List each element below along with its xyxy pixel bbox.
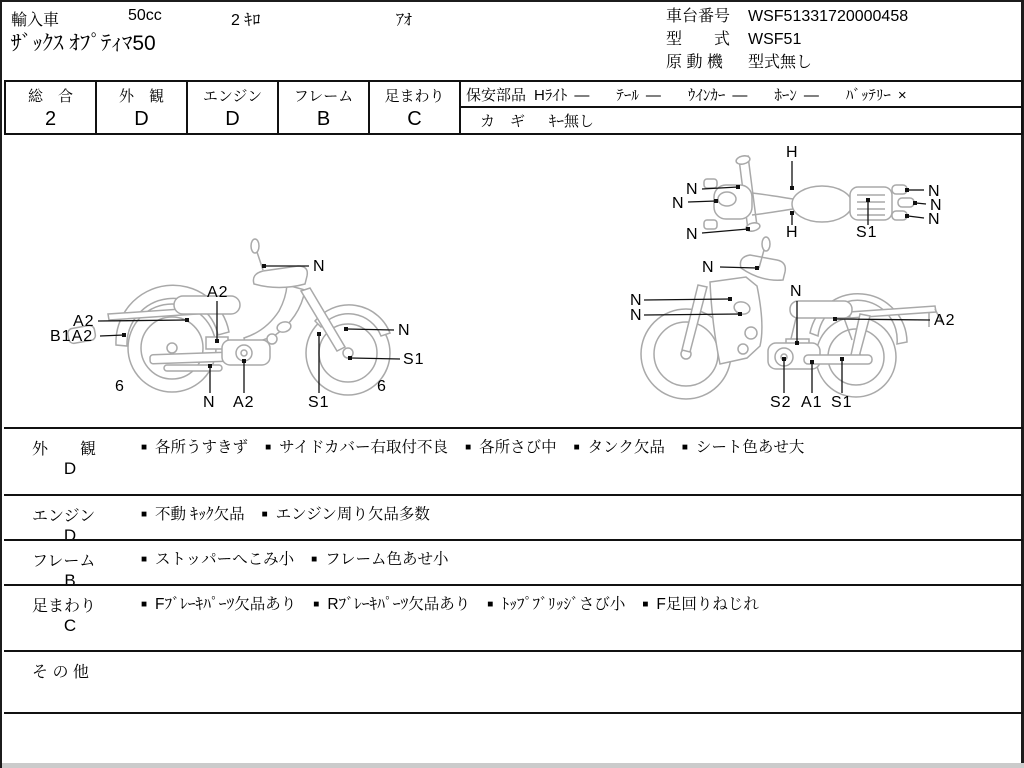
defect-item: ■ 各所うすきず xyxy=(141,439,249,456)
defect-item: ■ ﾄｯﾌﾟﾌﾞﾘｯｼﾞさび小 xyxy=(487,596,626,613)
safety-parts-items xyxy=(534,84,907,105)
grade-value: D xyxy=(225,108,240,130)
section-frame xyxy=(4,539,1023,590)
displacement: 50cc xyxy=(128,7,162,24)
grade-cell-engine xyxy=(188,82,279,133)
bullet-square-icon: ■ xyxy=(141,599,148,610)
safety-part xyxy=(688,84,748,105)
damage-label: N xyxy=(398,322,411,339)
safety-part-name: ﾎｰﾝ xyxy=(774,86,797,104)
model-code-label: 型 式 xyxy=(666,31,731,48)
section-defects xyxy=(141,504,1015,526)
chassis-label: 車台番号 xyxy=(666,8,731,25)
damage-label: N xyxy=(630,307,643,324)
section-label: 足まわり xyxy=(32,598,97,615)
section-defects xyxy=(141,594,1015,616)
safety-part xyxy=(616,84,661,105)
bullet-square-icon: ■ xyxy=(141,442,148,453)
damage-label: S1 xyxy=(831,394,853,411)
damage-label: N xyxy=(928,211,941,228)
grade-label: 足まわり xyxy=(384,88,445,105)
grade-value: C xyxy=(407,108,422,130)
vehicle-id-block xyxy=(666,5,908,74)
damage-label: N xyxy=(930,197,943,214)
engine-line xyxy=(666,51,908,74)
damage-diagram xyxy=(4,135,1023,427)
damage-label: H xyxy=(786,224,799,241)
bullet-square-icon: ■ xyxy=(141,509,148,520)
model-code-line xyxy=(666,28,908,51)
section-grade: C xyxy=(63,616,77,635)
bullet-square-icon: ■ xyxy=(681,442,688,453)
section-label: そ の 他 xyxy=(32,664,89,681)
defect-item: ■ サイドカバー右取付不良 xyxy=(265,439,449,456)
key-status: ｷｰ無し xyxy=(549,113,595,130)
defect-item: ■ フレーム色あせ小 xyxy=(311,551,449,568)
damage-label: B1A2 xyxy=(50,328,94,345)
safety-part-status: ― xyxy=(574,86,590,104)
grade-cell-overall xyxy=(6,82,97,133)
engine-code: 型式無し xyxy=(748,54,813,71)
engine-label: 原 動 機 xyxy=(666,54,723,71)
color-code: ｱｵ xyxy=(396,12,413,29)
grade-table xyxy=(4,80,1023,135)
damage-label: N xyxy=(686,226,699,243)
model-code: WSF51 xyxy=(748,31,802,48)
section-label: エンジン xyxy=(32,508,96,525)
damage-label: S1 xyxy=(403,351,425,368)
grade-cell-undercarriage xyxy=(370,82,461,133)
key-label: カ ギ xyxy=(480,113,526,130)
damage-label: N xyxy=(313,258,326,275)
defect-item: ■ 各所さび中 xyxy=(465,439,557,456)
bullet-square-icon: ■ xyxy=(465,442,472,453)
section-label: フレーム xyxy=(32,553,96,570)
damage-label: N xyxy=(686,181,699,198)
bullet-square-icon: ■ xyxy=(261,509,268,520)
safety-part-name: ｳｲﾝｶｰ xyxy=(687,86,726,104)
grade-label: フレーム xyxy=(293,88,354,105)
safety-parts-row xyxy=(461,82,1021,108)
moped-side-left-drawing xyxy=(67,239,390,395)
damage-label: A2 xyxy=(73,313,95,330)
safety-part-status: ― xyxy=(645,86,661,104)
safety-part-name: Hﾗｲﾄ xyxy=(534,86,568,104)
section-undercarriage xyxy=(4,584,1023,650)
safety-part xyxy=(534,84,589,105)
bottom-divider xyxy=(4,712,1023,714)
bullet-square-icon: ■ xyxy=(642,599,649,610)
vehicle-class: 輸入車 xyxy=(11,12,60,29)
safety-part xyxy=(846,84,907,105)
damage-label: A2 xyxy=(207,284,229,301)
damage-label: A2 xyxy=(233,394,255,411)
grade-label: エンジン xyxy=(202,88,263,105)
safety-part-status: × xyxy=(897,86,907,104)
moped-side-right-drawing xyxy=(641,237,942,399)
grade-value: D xyxy=(134,108,149,130)
damage-label: A1 xyxy=(801,394,823,411)
grade-value: B xyxy=(316,108,331,130)
safety-parts-cell xyxy=(461,82,1021,133)
grade-label: 総 合 xyxy=(27,88,73,105)
safety-parts-label: 保安部品 xyxy=(466,86,527,104)
bottom-edge-bar xyxy=(2,763,1024,768)
moped-top-view-drawing xyxy=(704,155,914,233)
section-grade: B xyxy=(64,571,76,590)
bullet-square-icon: ■ xyxy=(573,442,580,453)
section-grade: D xyxy=(63,526,77,545)
grade-cell-exterior xyxy=(97,82,188,133)
defect-item: ■ ストッパーへこみ小 xyxy=(141,551,295,568)
grade-value: 2 xyxy=(44,108,57,130)
section-engine xyxy=(4,494,1023,545)
bullet-square-icon: ■ xyxy=(313,599,320,610)
bullet-square-icon: ■ xyxy=(311,554,318,565)
damage-label: N xyxy=(790,283,803,300)
section-label: 外 観 xyxy=(32,441,97,458)
bullet-square-icon: ■ xyxy=(265,442,272,453)
chassis-number: WSF51331720000458 xyxy=(748,8,909,25)
safety-part-status: ― xyxy=(803,86,819,104)
damage-label: N xyxy=(672,195,685,212)
defect-item: ■ シート色あせ大 xyxy=(681,439,805,456)
defect-item: ■ Rﾌﾞﾚｰｷﾊﾟｰﾂ欠品あり xyxy=(313,596,471,613)
damage-label: S1 xyxy=(856,224,878,241)
damage-label: S1 xyxy=(308,394,330,411)
wheel-size-label: 6 xyxy=(115,378,125,395)
defect-item: ■ エンジン周り欠品多数 xyxy=(261,506,430,523)
defect-item: ■ Fﾌﾞﾚｰｷﾊﾟｰﾂ欠品あり xyxy=(141,596,297,613)
damage-label: N xyxy=(928,183,941,200)
safety-part xyxy=(774,84,819,105)
safety-part-name: ﾊﾞｯﾃﾘｰ xyxy=(845,86,891,104)
safety-part-status: ― xyxy=(732,86,748,104)
key-row xyxy=(461,108,1021,133)
section-defects xyxy=(141,549,1015,571)
damage-label: S2 xyxy=(770,394,792,411)
damage-label: A2 xyxy=(934,312,956,329)
defect-item: ■ タンク欠品 xyxy=(573,439,665,456)
section-defects xyxy=(141,437,1015,459)
mileage: 2 ｷﾛ xyxy=(231,12,261,29)
chassis-line xyxy=(666,5,908,28)
damage-label: N xyxy=(702,259,715,276)
section-other xyxy=(4,650,1023,712)
defect-item: ■ F足回りねじれ xyxy=(642,596,759,613)
section-exterior xyxy=(4,427,1023,494)
grade-cell-frame xyxy=(279,82,370,133)
damage-label: N xyxy=(203,394,216,411)
bullet-square-icon: ■ xyxy=(141,554,148,565)
safety-part-name: ﾃｰﾙ xyxy=(616,86,639,104)
defect-item: ■ 不動 ｷｯｸ欠品 xyxy=(141,506,245,523)
model-name: ｻﾞｯｸｽ ｵﾌﾟﾃｨﾏ50 xyxy=(11,32,156,55)
bullet-square-icon: ■ xyxy=(487,599,494,610)
damage-label: N xyxy=(630,292,643,309)
section-grade: D xyxy=(63,459,77,478)
wheel-size-label: 6 xyxy=(377,378,387,395)
grade-label: 外 観 xyxy=(118,88,164,105)
damage-label: H xyxy=(786,144,799,161)
